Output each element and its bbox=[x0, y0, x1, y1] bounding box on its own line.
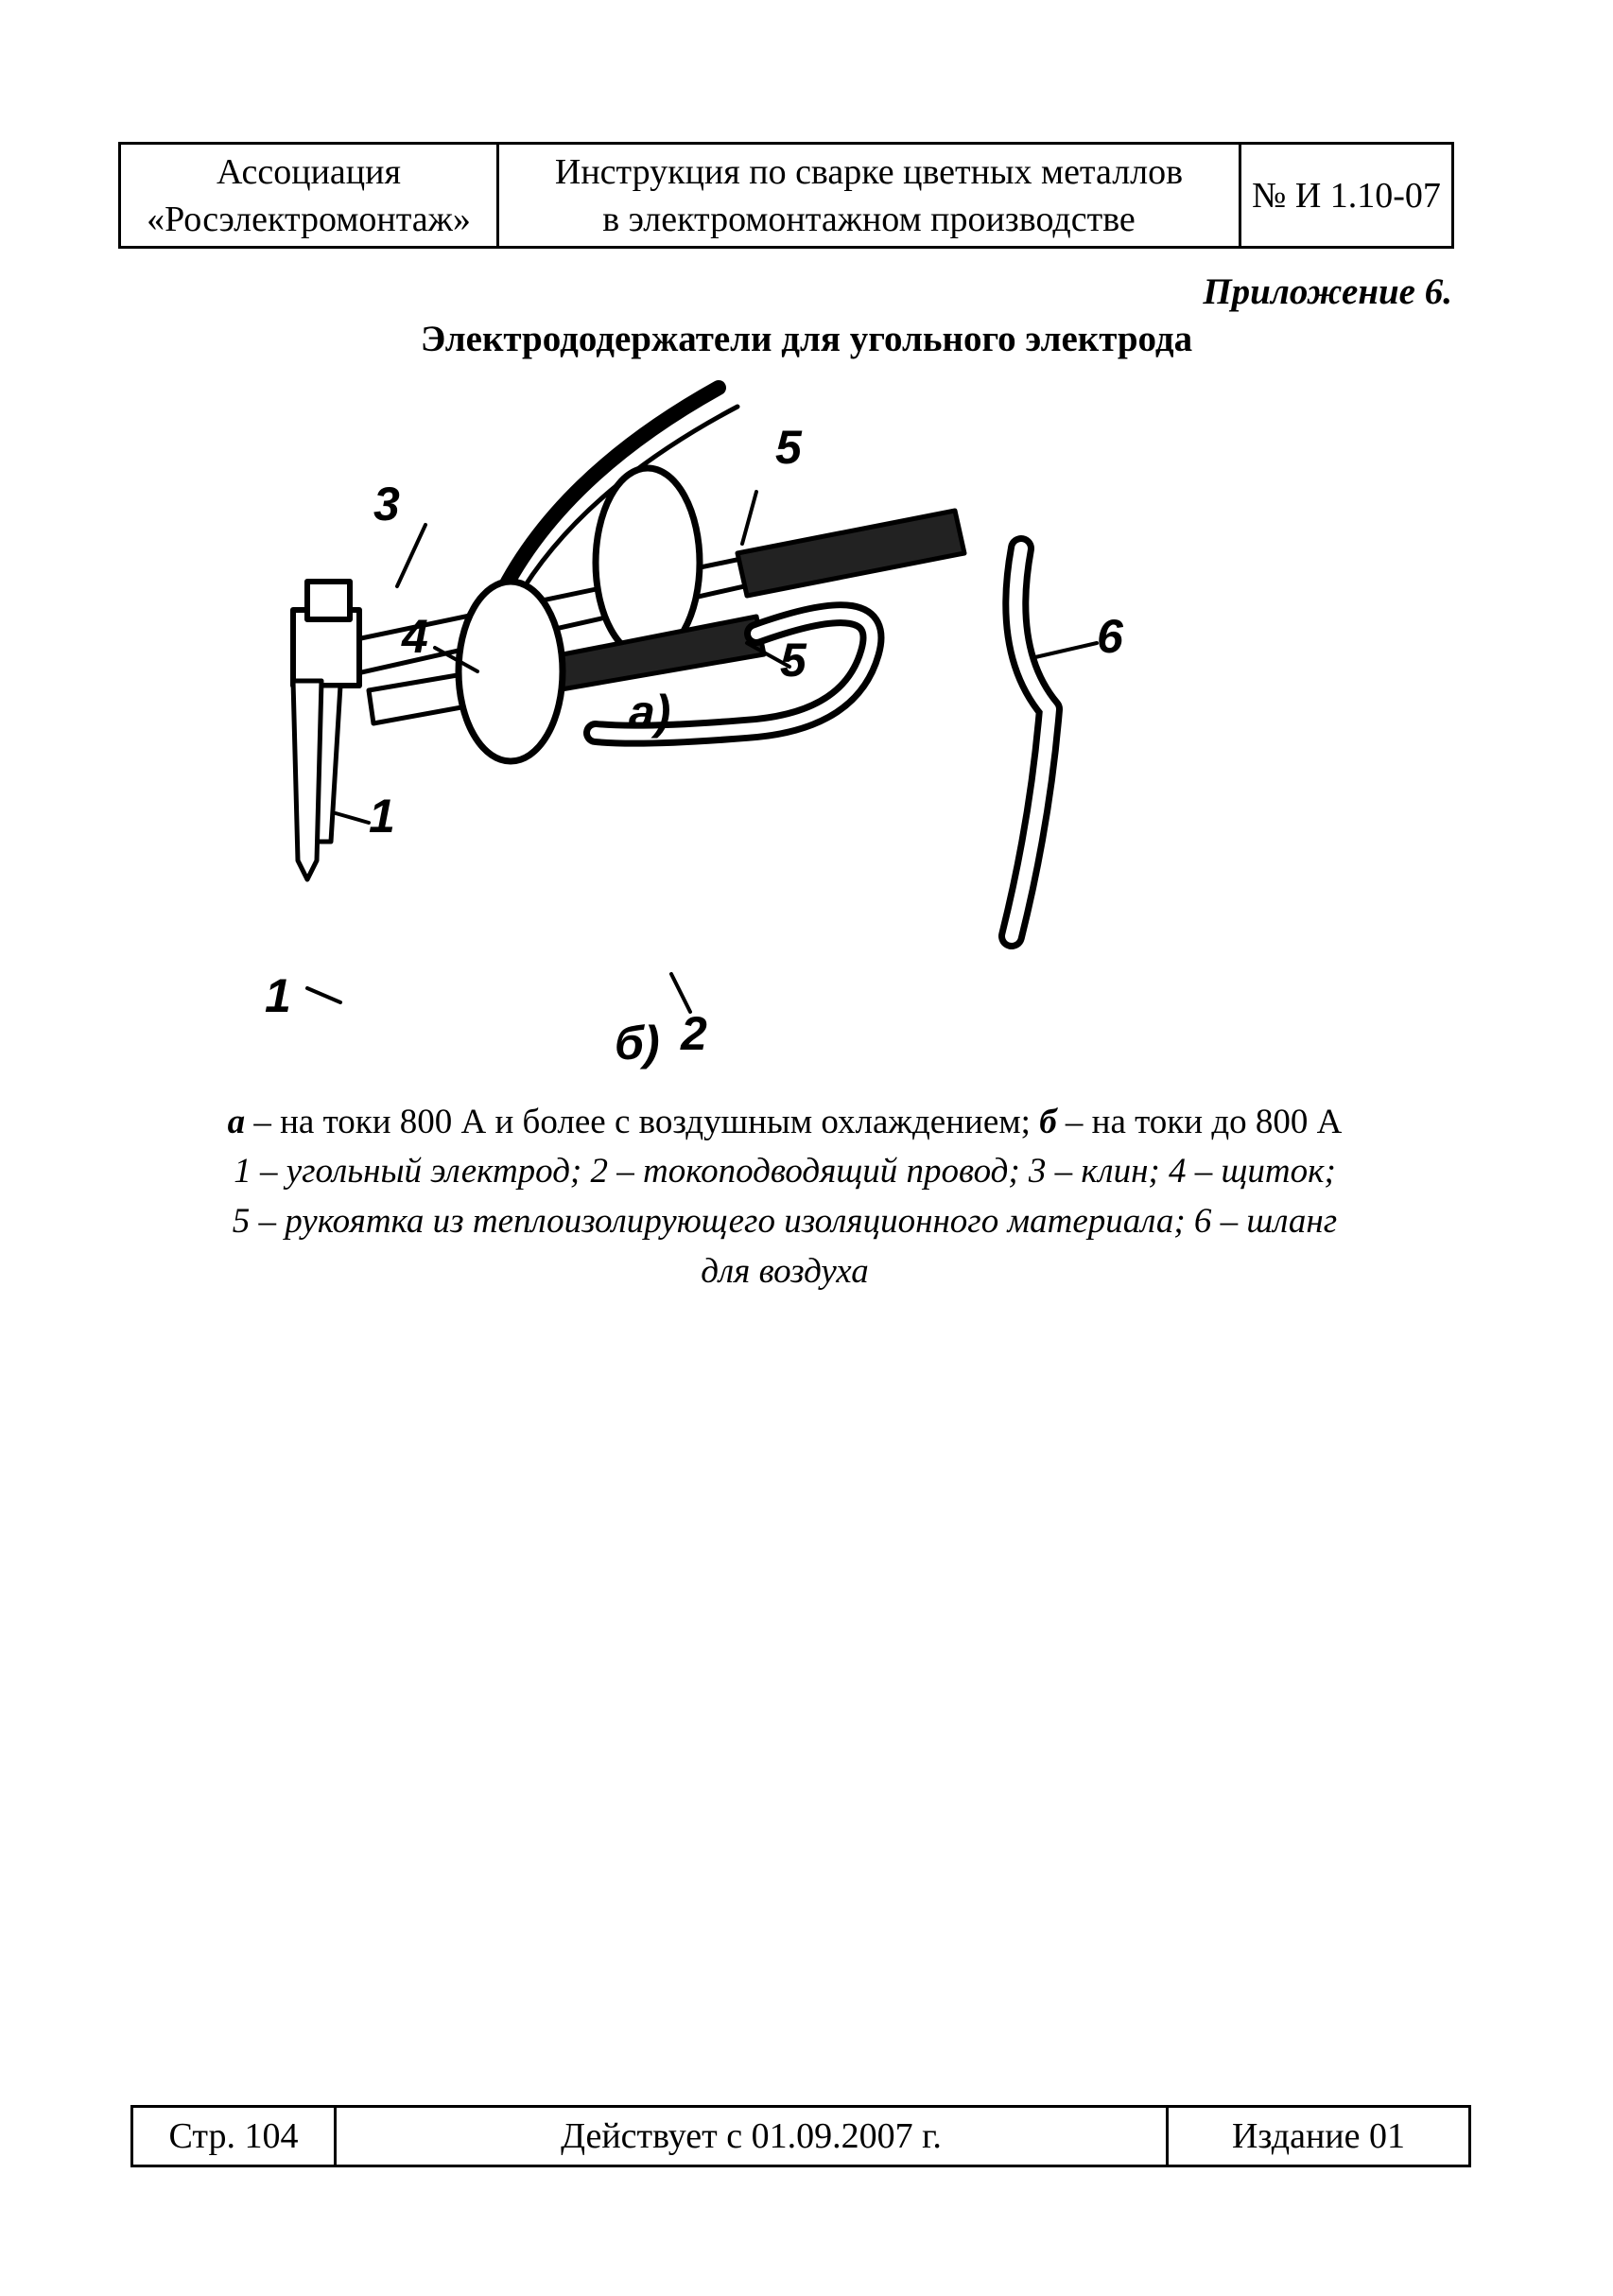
doc-number: № И 1.10-07 bbox=[1252, 175, 1441, 216]
label-a: а) bbox=[629, 686, 671, 739]
label-1-bottom: 1 bbox=[265, 969, 291, 1022]
header-organization bbox=[121, 145, 499, 246]
page-title: Электрододержатели для угольного электрода bbox=[420, 319, 1193, 359]
label-b: б) bbox=[615, 1017, 660, 1070]
electrode-holders-drawing bbox=[265, 369, 1352, 1106]
footer-table bbox=[130, 2105, 1471, 2167]
label-3: 3 bbox=[373, 478, 400, 531]
footer-page: Стр. 104 bbox=[133, 2108, 337, 2165]
caption-b-key: б bbox=[1039, 1103, 1057, 1141]
label-1-top: 1 bbox=[369, 790, 395, 843]
electrode-holders-figure bbox=[265, 369, 1352, 1106]
holder-a-wedge bbox=[307, 582, 350, 619]
holder-a-handle bbox=[737, 511, 964, 596]
label-6: 6 bbox=[1097, 610, 1123, 663]
org-line-1: Ассоциация bbox=[217, 151, 401, 192]
label-2: 2 bbox=[681, 1007, 707, 1060]
caption-line-4: для воздуха bbox=[701, 1252, 869, 1291]
label-5-bottom: 5 bbox=[780, 634, 806, 687]
appendix-label: Приложение 6. bbox=[1203, 271, 1452, 312]
caption-a-key: а bbox=[227, 1103, 246, 1141]
header-table bbox=[118, 142, 1454, 249]
caption-line-2: 1 – угольный электрод; 2 – токоподводящий провод; 3 – клин; 4 – щиток; bbox=[234, 1152, 1336, 1191]
caption-line-1 bbox=[123, 1102, 1447, 1142]
footer-valid-from: Действует с 01.09.2007 г. bbox=[337, 2108, 1169, 2165]
doc-title-line-2: в электромонтажном производстве bbox=[602, 199, 1136, 239]
org-line-2: «Росэлектромонтаж» bbox=[147, 199, 471, 239]
header-document-title bbox=[499, 145, 1241, 246]
footer-edition: Издание 01 bbox=[1231, 2116, 1405, 2156]
doc-title-line-1: Инструкция по сварке цветных металлов bbox=[554, 151, 1184, 192]
caption-line-3: 5 – рукоятка из теплоизолирующего изоляционного материала; 6 – шланг bbox=[232, 1202, 1338, 1241]
caption-b-text: – на токи до 800 А bbox=[1056, 1103, 1343, 1141]
header-document-number bbox=[1241, 145, 1451, 246]
holder-b-electrode bbox=[293, 681, 321, 879]
caption-a-text: – на токи 800 А и более с воздушным охлаждением; bbox=[245, 1103, 1040, 1141]
label-5-top: 5 bbox=[775, 421, 802, 474]
label-4: 4 bbox=[402, 610, 428, 663]
